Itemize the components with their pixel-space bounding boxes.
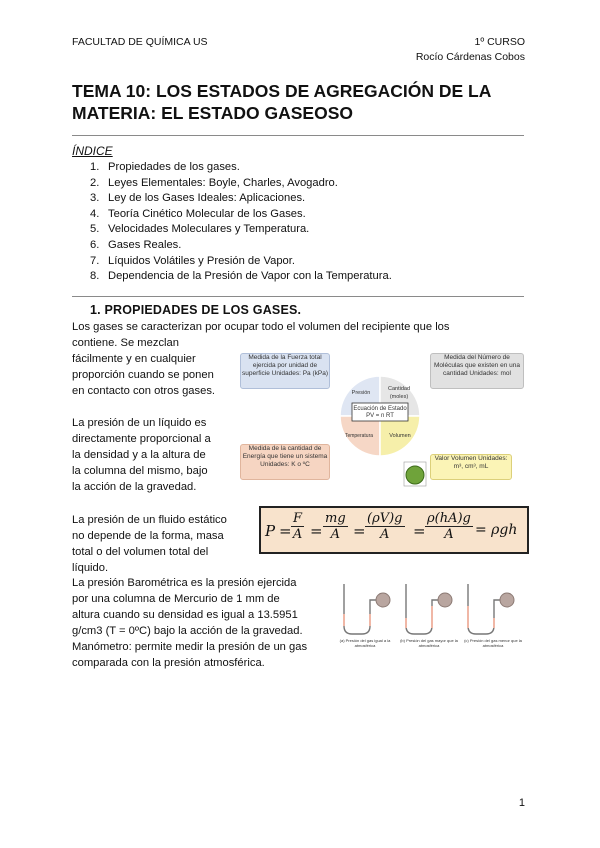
paragraph-line: contiene. Se mezclan <box>72 337 179 349</box>
paragraph-line: proporción cuando se ponen <box>72 369 214 381</box>
center-equation: PV = n RT <box>366 413 394 419</box>
toc-item[interactable]: 7. Líquidos Volátiles y Presión de Vapor. <box>90 254 295 267</box>
gas-bulb-icon <box>438 593 452 607</box>
index-heading: ÍNDICE <box>72 144 113 158</box>
formula-result: = ρgh <box>475 522 518 538</box>
quadrant-label-temperature: Temperatura <box>344 433 374 439</box>
paragraph-line: directamente proporcional a <box>72 433 211 445</box>
formula-P: P <box>265 522 276 540</box>
section-heading: 1. PROPIEDADES DE LOS GASES. <box>90 303 302 317</box>
temperature-card: Medida de la cantidad de Energía que tiene un sistema Unidades: K o ºC <box>240 444 330 480</box>
fraction-rho-hA-g-over-A: ρ(hA)g A <box>427 511 471 542</box>
paragraph-line: en contacto con otros gases. <box>72 385 216 397</box>
paragraph-line: fácilmente y en cualquier <box>72 353 196 365</box>
quadrant-label-volume: Volumen <box>389 433 411 439</box>
toc-item[interactable]: 8. Dependencia de la Presión de Vapor con la Temperatura. <box>90 270 392 283</box>
header-course: 1º CURSO <box>474 36 525 48</box>
quadrant-label-amount: Cantidad (moles) <box>387 386 411 400</box>
title-divider <box>72 135 524 136</box>
paragraph-line: no depende de la forma, masa <box>72 530 224 542</box>
table-of-contents <box>90 160 392 285</box>
manometer-caption: (a) Presión del gas igual a la atmosférica <box>339 638 391 648</box>
quadrant-label-pressure: Presión <box>351 390 371 396</box>
paragraph-line: Los gases se caracterizan por ocupar todo el volumen del recipiente que los <box>72 321 450 333</box>
paragraph-line: g/cm3 (T = 0ºC) bajo la acción de la gravedad. <box>72 625 303 637</box>
paragraph-line: la columna del mismo, bajo <box>72 465 208 477</box>
formula-equals: = <box>413 522 426 540</box>
flask-icon <box>406 466 424 484</box>
index-divider <box>72 296 524 297</box>
manometer-graphic <box>336 578 526 638</box>
toc-item[interactable]: 4. Teoría Cinético Molecular de los Gases. <box>90 207 306 220</box>
paragraph-line: Manómetro: permite medir la presión de un gas <box>72 641 308 653</box>
paragraph-line: La presión de un líquido es <box>72 417 207 429</box>
paragraph-line: altura cuando su densidad es igual a 13.5951 <box>72 609 298 621</box>
paragraph-line: líquido. <box>72 562 109 574</box>
gas-state-diagram <box>240 348 525 488</box>
formula-equals: = <box>279 522 292 540</box>
toc-item[interactable]: 6. Gases Reales. <box>90 238 182 251</box>
header-author: Rocío Cárdenas Cobos <box>415 51 525 63</box>
paragraph-line: la densidad y a la altura de <box>72 449 206 461</box>
fraction-rhoV-g-over-A: (ρV)g A <box>367 511 403 542</box>
manometer-caption: (c) Presión del gas menor que la atmosférica <box>464 638 522 648</box>
manometer-figures <box>336 578 526 652</box>
paragraph-line: La presión de un fluido estático <box>72 514 227 526</box>
paragraph-line: la acción de la gravedad. <box>72 481 197 493</box>
paragraph-line: La presión Barométrica es la presión ejercida <box>72 577 297 589</box>
manometer-caption: (b) Presión del gas mayor que la atmosférica <box>400 638 458 648</box>
pressure-formula <box>259 506 529 554</box>
toc-item[interactable]: 1. Propiedades de los gases. <box>90 161 240 173</box>
gas-bulb-icon <box>376 593 390 607</box>
toc-item[interactable]: 5. Velocidades Moleculares y Temperatura. <box>90 223 310 236</box>
formula-equals: = <box>310 522 323 540</box>
gas-bulb-icon <box>500 593 514 607</box>
paragraph-line: total o del volumen total del <box>72 546 209 558</box>
document-title: TEMA 10: LOS ESTADOS DE AGREGACIÓN DE LA MATERIA: EL ESTADO GASEOSO <box>72 81 491 123</box>
formula-equals: = <box>353 522 366 540</box>
volume-card: Valor Volumen Unidades: m³, cm³, mL <box>430 454 512 480</box>
toc-item[interactable]: 2. Leyes Elementales: Boyle, Charles, Avogadro. <box>90 176 338 189</box>
pressure-card: Medida de la Fuerza total ejercida por unidad de superficie Unidades: Pa (kPa) <box>240 353 330 389</box>
center-title: Ecuación de Estado <box>353 406 407 412</box>
amount-card: Medida del Número de Moléculas que existen en una cantidad Unidades: mol <box>430 353 524 389</box>
paragraph-line: comparada con la presión atmosférica. <box>72 657 265 669</box>
toc-item[interactable]: 3. Ley de los Gases Ideales: Aplicaciones. <box>90 192 306 205</box>
paragraph-line: por una columna de Mercurio de 1 mm de <box>72 593 280 605</box>
page-number: 1 <box>518 797 525 809</box>
fraction-mg-over-A: mg A <box>325 511 346 542</box>
header-faculty: FACULTAD DE QUÍMICA US <box>72 36 208 48</box>
fraction-F-over-A: F A <box>292 511 303 542</box>
